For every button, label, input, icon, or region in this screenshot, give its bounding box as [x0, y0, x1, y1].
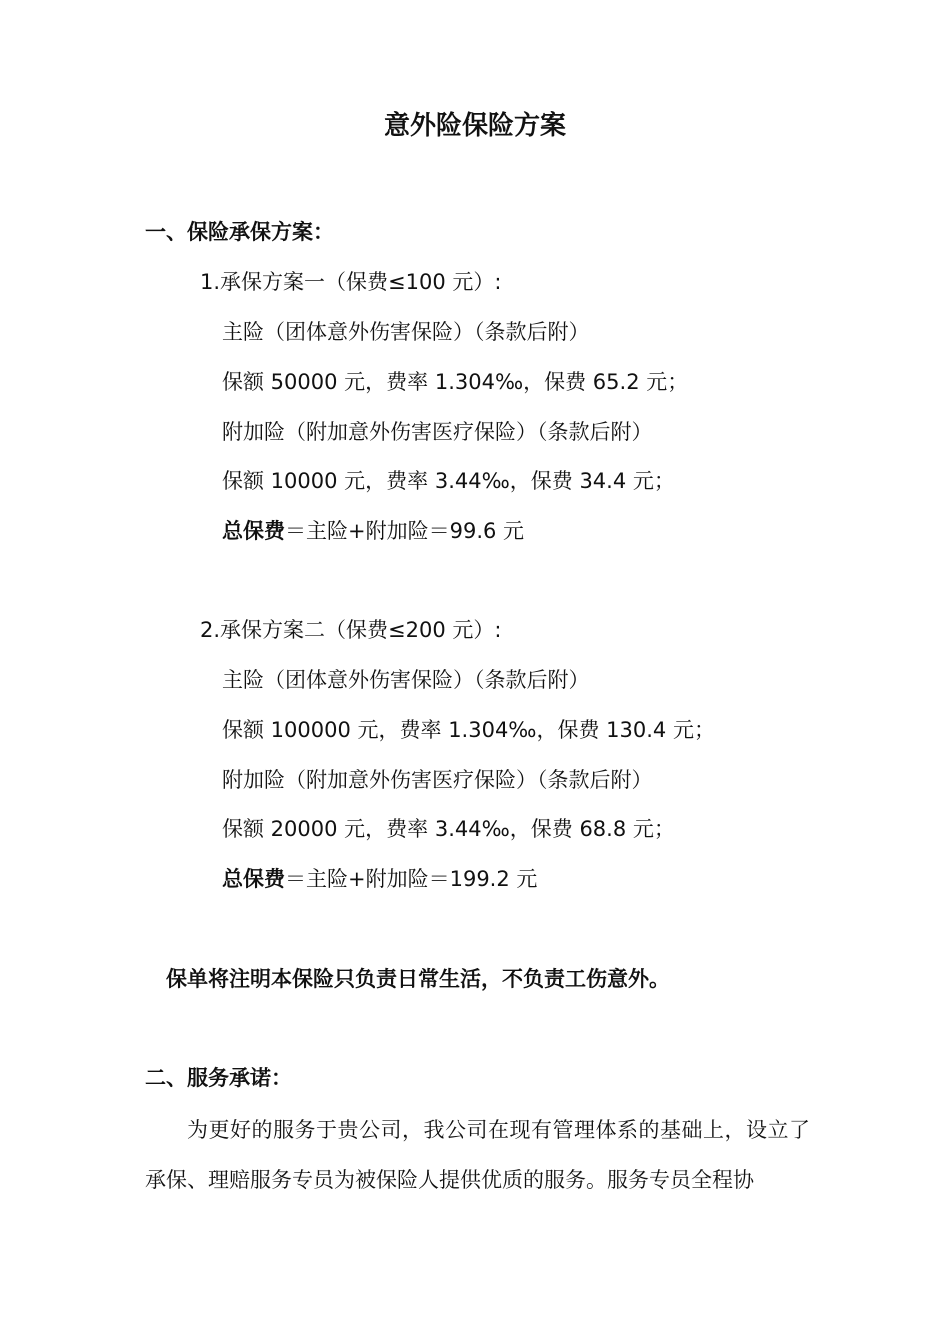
plan-1-rider-detail: 保额 10000 元，费率 3.44‰，保费 34.4 元；: [222, 469, 675, 493]
plan-2-main-insurance: 主险（团体意外伤害保险）（条款后附）: [222, 668, 590, 692]
service-paragraph: 为更好的服务于贵公司，我公司在现有管理体系的基础上，设立了承保、理赔服务专员为被保险人提供优质的服务。服务专员全程协: [145, 1118, 810, 1192]
section-2-heading: 二、服务承诺：: [145, 1066, 292, 1090]
plan-1-main-insurance: 主险（团体意外伤害保险）（条款后附）: [222, 320, 590, 344]
plan-1-total-value: ＝主险+附加险＝99.6 元: [285, 519, 525, 543]
plan-2-total: [222, 864, 537, 894]
plan-1-total: [222, 516, 524, 546]
plan-2-rider-insurance: 附加险（附加意外伤害医疗保险）（条款后附）: [222, 768, 653, 792]
policy-note: 保单将注明本保险只负责日常生活，不负责工伤意外。: [166, 967, 670, 991]
plan-1-total-label: 总保费: [222, 519, 285, 543]
plan-2-rider-detail: 保额 20000 元，费率 3.44‰，保费 68.8 元；: [222, 817, 675, 841]
plan-1-main-detail: 保额 50000 元，费率 1.304‰，保费 65.2 元；: [222, 370, 689, 394]
plan-1-heading: 1.承保方案一（保费≤100 元）:: [200, 270, 502, 294]
plan-2-total-label: 总保费: [222, 867, 285, 891]
plan-2-total-value: ＝主险+附加险＝199.2 元: [285, 867, 538, 891]
section-1-heading: 一、保险承保方案：: [145, 220, 334, 244]
plan-2-heading: 2.承保方案二（保费≤200 元）:: [200, 618, 502, 642]
plan-2-main-detail: 保额 100000 元，费率 1.304‰，保费 130.4 元；: [222, 718, 715, 742]
document-title: 意外险保险方案: [383, 111, 566, 141]
plan-1-rider-insurance: 附加险（附加意外伤害医疗保险）（条款后附）: [222, 420, 653, 444]
